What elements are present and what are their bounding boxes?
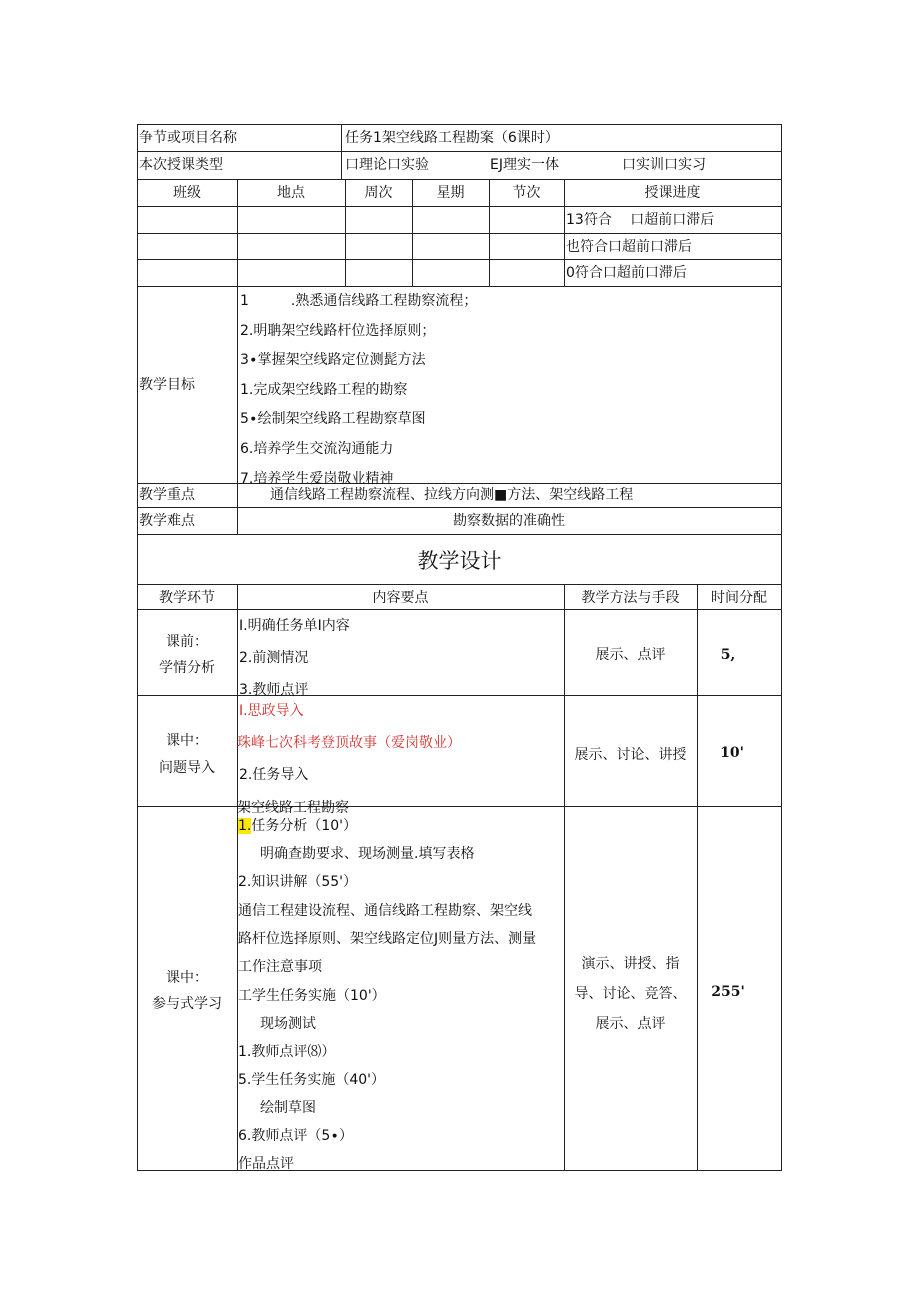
objectives-list: [238, 287, 781, 487]
content-line: 明确查勘要求、现场测量.填写表格: [260, 846, 475, 862]
content-line: 绘制草图: [260, 1100, 316, 1116]
col-header-weekday: 星期: [436, 185, 465, 201]
rule: [137, 233, 782, 234]
design-header-method: 教学方法与手段: [581, 590, 680, 606]
design-header-stage: 教学环节: [159, 590, 215, 606]
design-header-content: 内容要点: [372, 590, 429, 606]
rule: [137, 259, 782, 260]
col-header-class: 班级: [173, 185, 201, 201]
content-line: 珠峰七次科考登顶故事（爱岗敬业）: [237, 735, 461, 751]
rule: [137, 483, 782, 484]
progress-cell: 13符合 口超前口滞后: [566, 212, 715, 228]
content-line: 作品点评: [238, 1156, 294, 1172]
content-line: 2.知识讲解（55'）: [238, 874, 358, 890]
content-line: 通信工程建设流程、通信线路工程勘察、架空线: [238, 903, 532, 919]
rule: [341, 124, 342, 179]
rule: [137, 584, 782, 585]
lesson-type-option-3: 口实训口实习: [622, 157, 706, 173]
section-title: 教学设计: [417, 549, 502, 573]
time-cell: 255': [711, 984, 745, 1000]
lesson-type-label: 本次授课类型: [139, 157, 223, 173]
progress-cell: 也符合口超前口滞后: [566, 239, 692, 255]
content-line: 架空线路工程勘察: [237, 800, 349, 816]
col-header-progress: 授课进度: [644, 185, 701, 201]
objective-item: 6.培养学生交流沟通能力: [240, 441, 394, 457]
method-cell: 展示、讨论、讲授: [574, 747, 687, 763]
objectives-label: 教学目标: [139, 377, 195, 393]
stage-label-line: 课中：: [166, 970, 208, 986]
content-line: 5.学生任务实施（40'）: [238, 1072, 386, 1088]
col-header-location: 地点: [277, 185, 305, 201]
content-line: 现场测试: [260, 1016, 316, 1032]
content-line: I.思政导入: [239, 703, 304, 719]
content-line: 3.教师点评: [239, 682, 309, 698]
objective-item: 1.完成架空线路工程的勘察: [240, 382, 408, 398]
rule: [137, 1170, 782, 1171]
highlight-mark: 1.: [238, 818, 252, 834]
objective-item: 2.明聃架空线路杆位选择原则；: [240, 323, 436, 339]
content-cell: [237, 696, 564, 816]
objective-item: 3∙掌握架空线路定位测髭方法: [240, 352, 426, 368]
stage-label-line: 学情分析: [159, 660, 215, 676]
rule: [137, 124, 782, 125]
method-cell: 展示、点评: [595, 647, 666, 663]
stage-label-line: 课前：: [166, 634, 208, 650]
time-cell: 10': [720, 745, 744, 761]
rule: [781, 124, 782, 1171]
rule: [137, 179, 782, 180]
rule: [697, 584, 698, 1171]
content-line: 路杆位选择原则、架空线路定位J则量方法、测量: [238, 931, 537, 947]
content-line: 工学生任务实施（10'）: [238, 988, 386, 1004]
lesson-type-option-2: EJ理实一体: [490, 157, 559, 173]
chapter-label: 争节或项目名称: [139, 130, 237, 146]
key-points-label: 教学重点: [139, 487, 195, 503]
method-cell: 导、讨论、竞答、: [574, 986, 687, 1002]
stage-label-line: 参与式学习: [152, 996, 222, 1012]
content-line: 工作注意事项: [238, 959, 322, 975]
time-cell: 5,: [720, 647, 736, 663]
rule: [137, 206, 782, 207]
col-header-week: 周次: [364, 185, 393, 201]
objective-item: 7.培养学生爱岗敬业精神: [240, 471, 394, 487]
difficulties-label: 教学难点: [139, 513, 195, 529]
stage-label-line: 课中：: [166, 733, 208, 749]
content-cell: [238, 610, 564, 698]
content-cell: [238, 807, 564, 1170]
content-line: I.明确任务单I内容: [239, 618, 350, 634]
col-header-period: 节次: [512, 185, 541, 201]
content-line: [238, 817, 357, 835]
objective-item: 1 .熟悉通信线路工程勘察流程；: [240, 293, 478, 309]
method-cell: 演示、讲授、指: [581, 956, 680, 972]
content-line: 6.教师点评（5∙）: [238, 1128, 354, 1144]
stage-label-line: 问题导入: [159, 760, 215, 776]
chapter-value: 任务1架空线路工程勘案（6课时）: [345, 130, 559, 146]
method-cell: 展示、点评: [595, 1016, 666, 1032]
progress-cell: 0符合口超前口滞后: [566, 265, 687, 281]
rule: [137, 507, 782, 508]
content-line: 2.任务导入: [239, 767, 309, 783]
lesson-type-option-1: 口理论口实验: [345, 157, 429, 173]
rule: [137, 151, 782, 152]
rule: [137, 534, 782, 535]
difficulties-value: 勘察数据的准确性: [453, 513, 565, 529]
key-points-value: 通信线路工程勘察流程、拉线方向测■方法、架空线路工程: [270, 487, 634, 503]
content-line-rest: 任务分析（10'）: [251, 818, 358, 834]
objective-item: 5∙绘制架空线路工程勘察草图: [240, 411, 426, 427]
rule: [564, 584, 565, 1171]
design-header-time: 时间分配: [711, 590, 767, 606]
content-line: 1.教师点评⑻）: [238, 1044, 336, 1060]
content-line: 2.前测情况: [239, 650, 309, 666]
